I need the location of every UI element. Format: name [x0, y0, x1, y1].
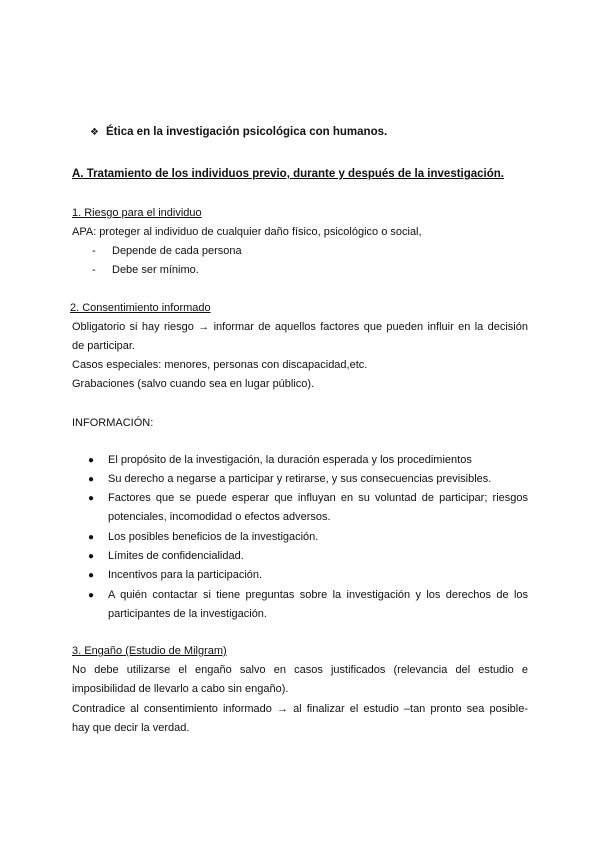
- apa-line: APA: proteger al individuo de cualquier daño físico, psicológico o social,: [72, 226, 422, 238]
- dash-list-item-text: Depende de cada persona: [112, 245, 242, 257]
- bullet-dot-icon: ●: [88, 590, 95, 601]
- info-list-item-text: Su derecho a negarse a participar y retirarse, y sus consecuencias previsibles.: [108, 473, 492, 485]
- dash-list-item: [92, 264, 199, 276]
- info-list-item-text: Factores que se puede esperar que influyan en su voluntad de participar; riesgos: [108, 492, 528, 504]
- info-list-item: [88, 550, 244, 562]
- diamond-bullet-icon: ❖: [90, 127, 99, 138]
- info-list-item: [88, 454, 472, 466]
- section-3-line: No debe utilizarse el engaño salvo en casos justificados (relevancia del estudio e: [72, 664, 528, 676]
- info-list-item-text: A quién contactar si tiene preguntas sobre la investigación y los derechos de los: [108, 589, 528, 601]
- section-1-heading: 1. Riesgo para el individuo: [72, 207, 202, 219]
- info-list-item-text: potenciales, incomodidad o efectos adversos.: [108, 511, 331, 523]
- dash-bullet: -: [92, 245, 96, 257]
- info-list-item: [88, 473, 491, 485]
- section-3-line: Contradice al consentimiento informado → al finalizar el estudio –tan pronto sea posible-: [72, 703, 528, 715]
- bullet-dot-icon: ●: [88, 455, 95, 466]
- section-2-line: Grabaciones (salvo cuando sea en lugar público).: [72, 378, 315, 390]
- informacion-heading: INFORMACIÓN:: [72, 417, 154, 429]
- section-3-line: hay que decir la verdad.: [72, 722, 190, 734]
- info-list-item-text: Incentivos para la participación.: [108, 569, 263, 581]
- bullet-dot-icon: ●: [88, 570, 95, 581]
- bullet-dot-icon: ●: [88, 532, 95, 543]
- info-list-item: [88, 569, 262, 581]
- info-list-item-text: participantes de la investigación.: [108, 608, 267, 620]
- section-a-heading: A. Tratamiento de los individuos previo, durante y después de la investigación.: [72, 168, 504, 180]
- dash-list-item-text: Debe ser mínimo.: [112, 264, 199, 276]
- info-list-item-text: El propósito de la investigación, la duración esperada y los procedimientos: [108, 454, 472, 466]
- section-2-line: Casos especiales: menores, personas con discapacidad,etc.: [72, 359, 368, 371]
- info-list-item: [88, 531, 318, 543]
- section-3-line: imposibilidad de llevarlo a cabo sin engaño).: [72, 683, 289, 695]
- info-list-item: [88, 589, 108, 601]
- info-list-item: [88, 492, 108, 504]
- bullet-dot-icon: ●: [88, 551, 95, 562]
- info-list-item-text: Límites de confidencialidad.: [108, 550, 244, 562]
- section-2-line: Obligatorio si hay riesgo → informar de aquellos factores que pueden influir en la decisión: [72, 321, 528, 333]
- section-3-heading: 3. Engaño (Estudio de Milgram): [72, 645, 227, 657]
- dash-list-item: [92, 245, 242, 257]
- info-list-item-text: Los posibles beneficios de la investigación.: [108, 531, 319, 543]
- section-2-heading: 2. Consentimiento informado: [70, 302, 211, 314]
- bullet-dot-icon: ●: [88, 493, 95, 504]
- bullet-dot-icon: ●: [88, 474, 95, 485]
- dash-bullet: -: [92, 264, 96, 276]
- document-title-text: Ética en la investigación psicológica con humanos.: [106, 126, 388, 138]
- document-title: [90, 126, 387, 138]
- section-2-line: de participar.: [72, 340, 135, 352]
